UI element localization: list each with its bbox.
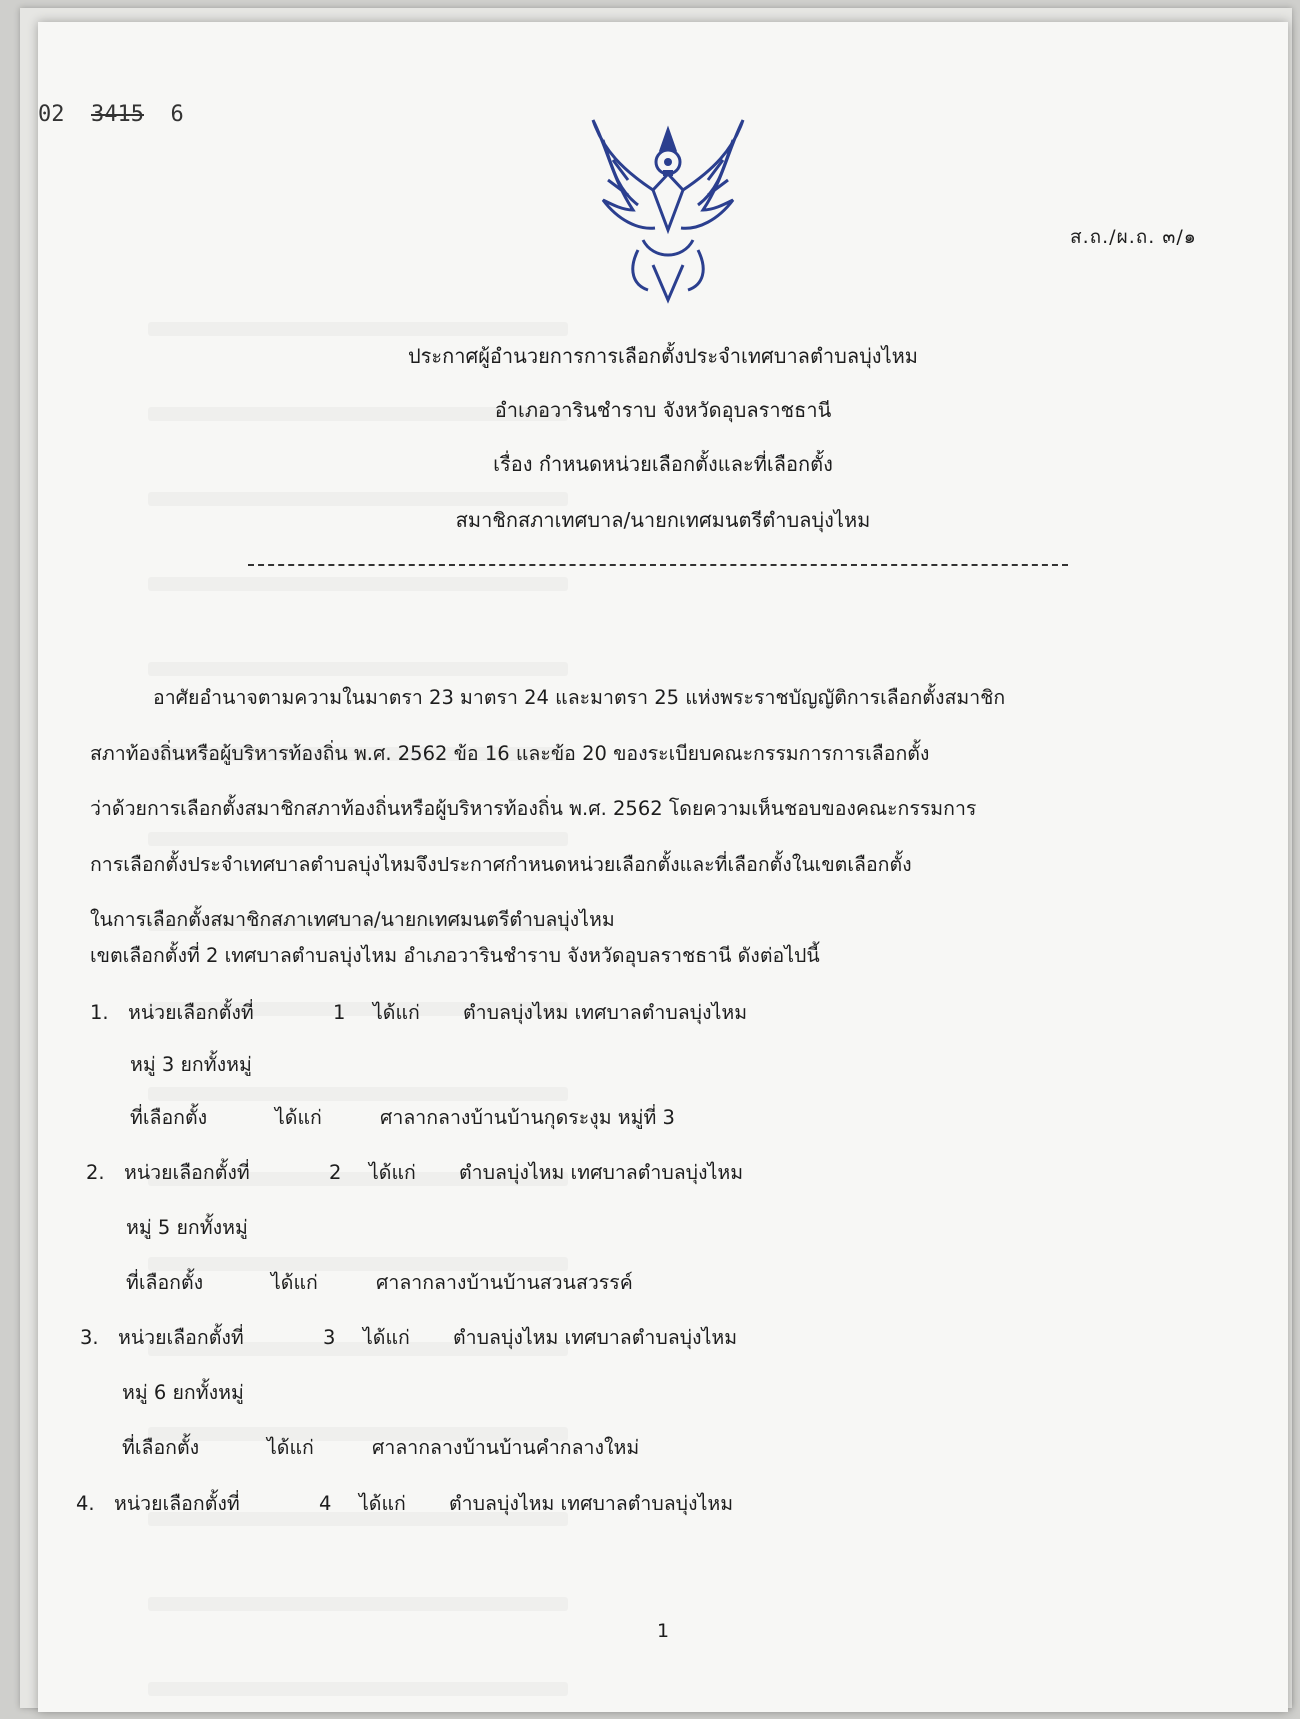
unit-2-place: ที่เลือกตั้ง ได้แก่ ศาลากลางบ้านบ้านสวนสวรรค์ (126, 1271, 633, 1294)
page-number: 1 (656, 1620, 670, 1642)
body-line: การเลือกตั้งประจำเทศบาลตำบลบุ่งไหมจึงประกาศกำหนดหน่วยเลือกตั้งและที่เลือกตั้งในเขตเลือกตั้ง (90, 852, 912, 876)
unit-1-village: หมู่ 3 ยกทั้งหมู่ (130, 1053, 252, 1076)
body-line: อาศัยอำนาจตามความในมาตรา 23 มาตรา 24 และมาตรา 25 แห่งพระราชบัญญัติการเลือกตั้งสมาชิก (153, 686, 1006, 709)
form-code: ส.ถ./ผ.ถ. ๓/๑ (1070, 226, 1197, 248)
document-page (38, 22, 1288, 1712)
title-line-2: อำเภอวารินชำราบ จังหวัดอุบลราชธานี (494, 398, 832, 422)
unit-4: 4. หน่วยเลือกตั้งที่ 4 ได้แก่ ตำบลบุ่งไหม เทศบาลตำบลบุ่งไหม (76, 1492, 734, 1515)
zone-line: เขตเลือกตั้งที่ 2 เทศบาลตำบลบุ่งไหม อำเภอวารินชำราบ จังหวัดอุบลราชธานี ดังต่อไปนี้ (90, 944, 820, 967)
unit-3-place: ที่เลือกตั้ง ได้แก่ ศาลากลางบ้านบ้านคำกลางใหม่ (122, 1436, 640, 1459)
unit-1-place: ที่เลือกตั้ง ได้แก่ ศาลากลางบ้านบ้านกุดระงุม หมู่ที่ 3 (130, 1106, 675, 1129)
title-line-1: ประกาศผู้อำนวยการการเลือกตั้งประจำเทศบาลตำบลบุ่งไหม (407, 344, 918, 368)
unit-2: 2. หน่วยเลือกตั้งที่ 2 ได้แก่ ตำบลบุ่งไหม เทศบาลตำบลบุ่งไหม (86, 1161, 744, 1184)
unit-3: 3. หน่วยเลือกตั้งที่ 3 ได้แก่ ตำบลบุ่งไหม เทศบาลตำบลบุ่งไหม (80, 1326, 738, 1349)
body-paragraph (90, 670, 1270, 948)
unit-1: 1. หน่วยเลือกตั้งที่ 1 ได้แก่ ตำบลบุ่งไหม เทศบาลตำบลบุ่งไหม (90, 1001, 748, 1024)
garuda-emblem-icon (583, 110, 753, 310)
body-line: ในการเลือกตั้งสมาชิกสภาเทศบาล/นายกเทศมนตรีตำบลบุ่งไหม (90, 908, 615, 931)
unit-2-village: หมู่ 5 ยกทั้งหมู่ (126, 1216, 248, 1239)
title-line-4: สมาชิกสภาเทศบาล/นายกเทศมนตรีตำบลบุ่งไหม (455, 508, 871, 532)
body-line: สภาท้องถิ่นหรือผู้บริหารท้องถิ่น พ.ศ. 2562 ข้อ 16 และข้อ 20 ของระเบียบคณะกรรมการการเลือกตั้ง (90, 741, 930, 765)
title-rule (248, 564, 1068, 566)
unit-3-village: หมู่ 6 ยกทั้งหมู่ (122, 1381, 244, 1404)
title-line-3: เรื่อง กำหนดหน่วยเลือกตั้งและที่เลือกตั้ง (493, 452, 833, 476)
handwritten-doc-number: 02 3415 6 (38, 102, 184, 127)
body-line: ว่าด้วยการเลือกตั้งสมาชิกสภาท้องถิ่นหรือผู้บริหารท้องถิ่น พ.ศ. 2562 โดยความเห็นชอบของคณะกรรมการ (90, 797, 977, 820)
